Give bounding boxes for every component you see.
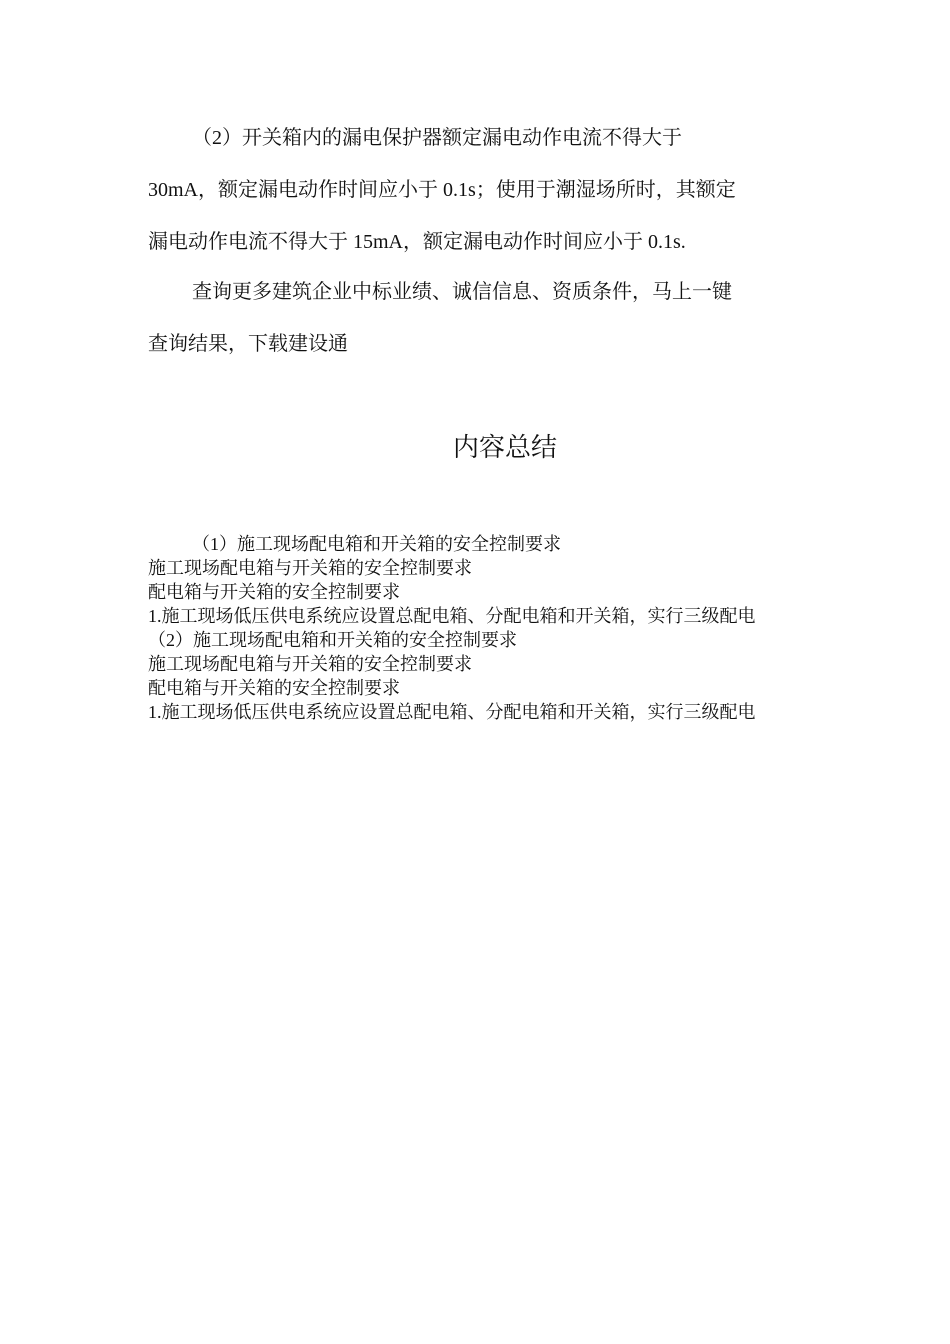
summary-item: 配电箱与开关箱的安全控制要求 (148, 678, 400, 698)
summary-item: 配电箱与开关箱的安全控制要求 (148, 582, 400, 602)
summary-item: 施工现场配电箱与开关箱的安全控制要求 (148, 558, 472, 578)
summary-item: （2）施工现场配电箱和开关箱的安全控制要求 (148, 630, 517, 650)
summary-item: 施工现场配电箱与开关箱的安全控制要求 (148, 654, 472, 674)
summary-list (148, 532, 798, 724)
summary-item: （1）施工现场配电箱和开关箱的安全控制要求 (192, 534, 561, 554)
paragraph-line: 查询更多建筑企业中标业绩、诚信信息、资质条件，马上一键 (192, 281, 732, 303)
paragraph-line: 30mA，额定漏电动作时间应小于 0.1s；使用于潮湿场所时，其额定 (148, 179, 736, 201)
summary-title: 内容总结 (452, 433, 557, 462)
paragraph-leakage-protector (148, 112, 808, 268)
summary-item: 1.施工现场低压供电系统应设置总配电箱、分配电箱和开关箱，实行三级配电 (148, 606, 756, 626)
paragraph-line: 查询结果，下载建设通 (148, 333, 348, 355)
summary-item: 1.施工现场低压供电系统应设置总配电箱、分配电箱和开关箱，实行三级配电 (148, 702, 756, 722)
paragraph-line: （2）开关箱内的漏电保护器额定漏电动作电流不得大于 (192, 127, 682, 149)
paragraph-line: 漏电动作电流不得大于 15mA，额定漏电动作时间应小于 0.1s. (148, 231, 686, 253)
paragraph-promo (148, 266, 808, 370)
